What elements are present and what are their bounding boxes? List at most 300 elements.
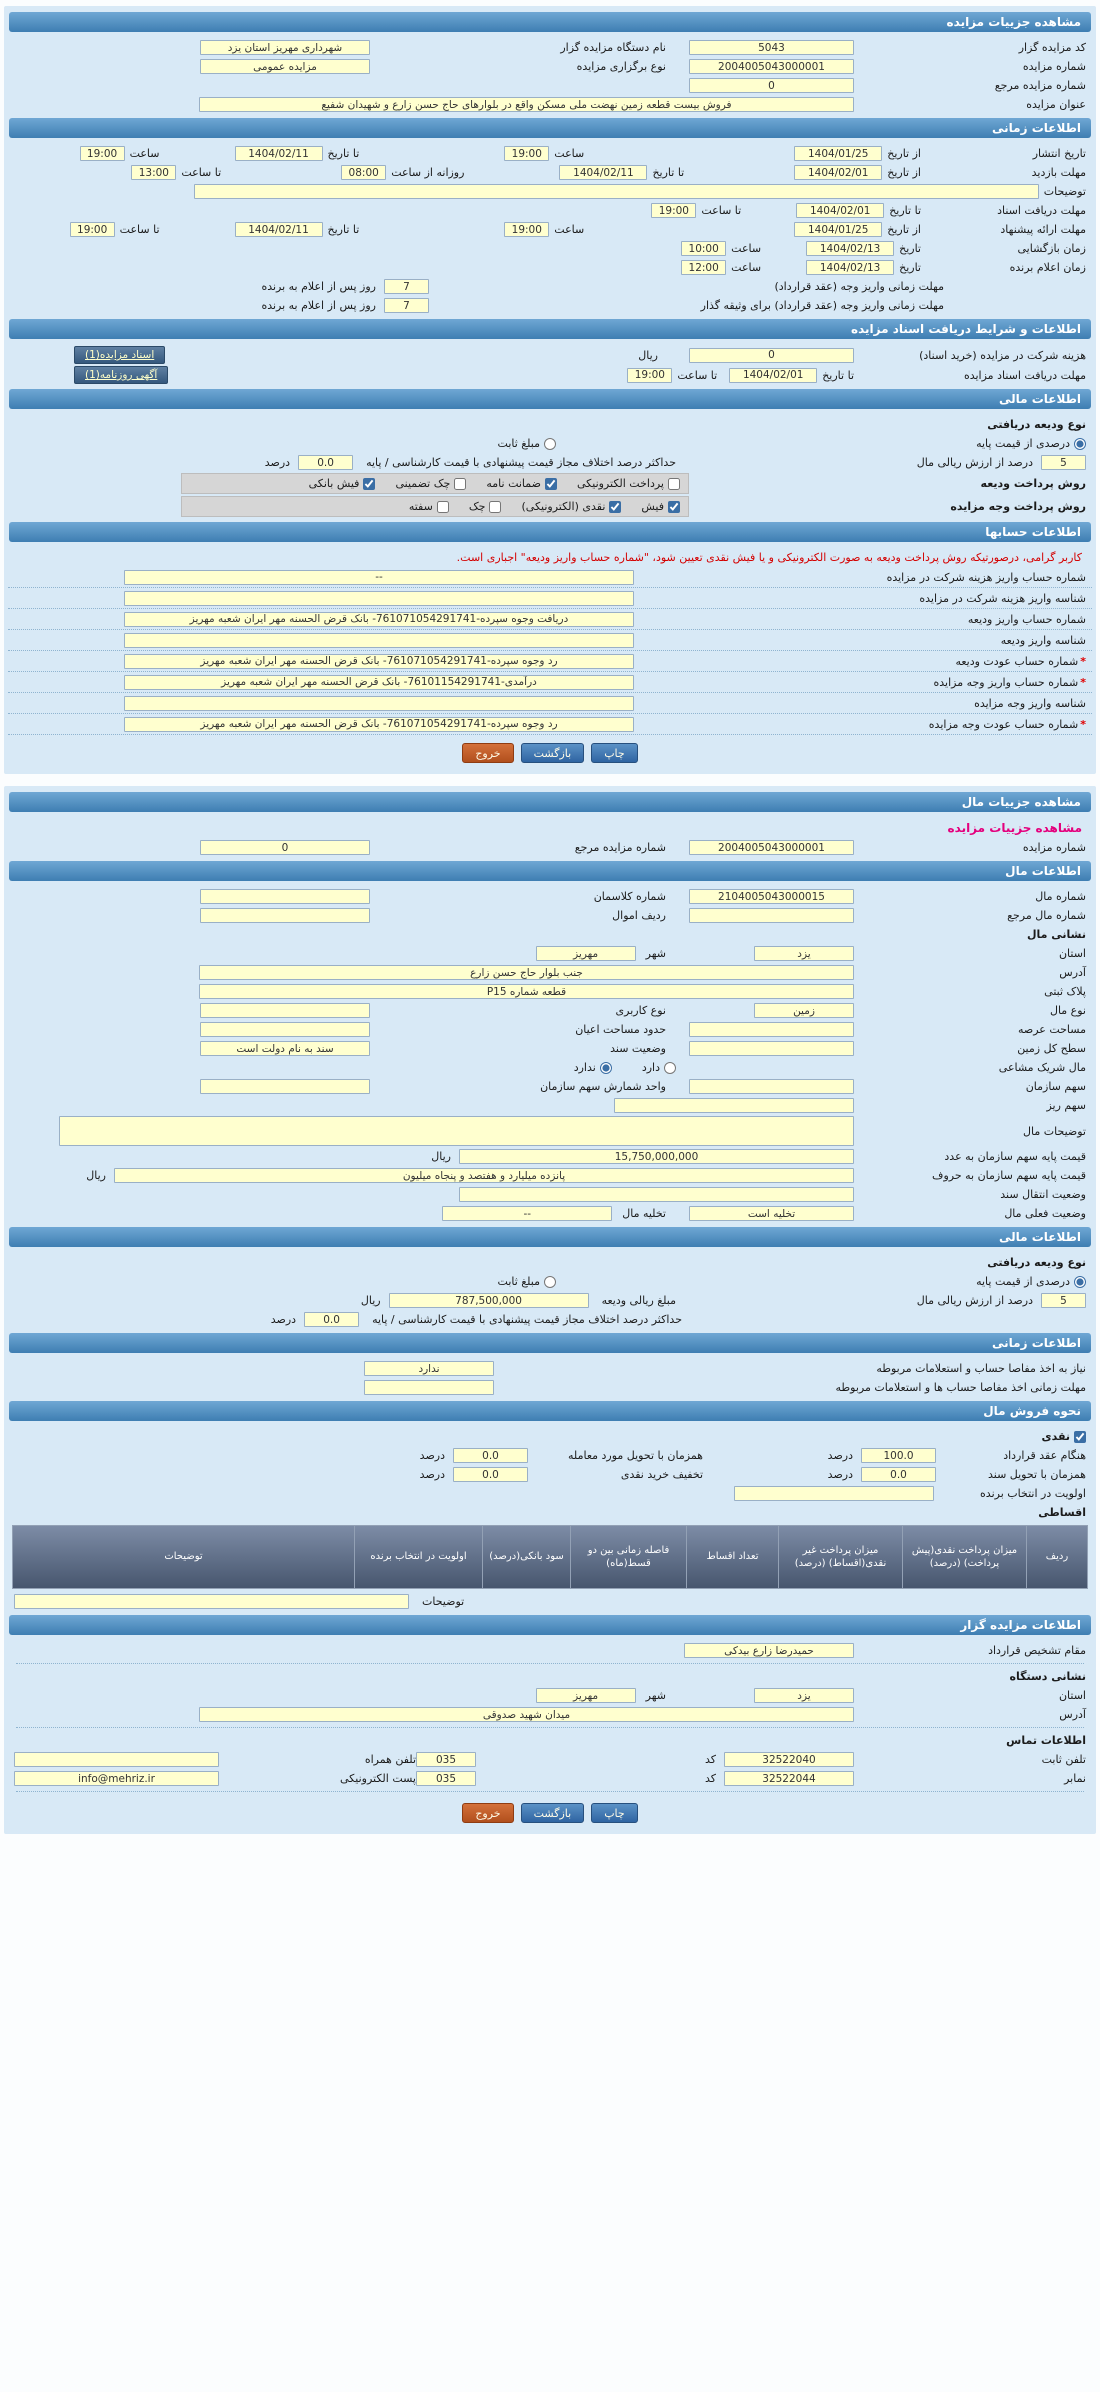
offer-from-hour-label: ساعت: [554, 223, 585, 236]
auction-amount-account-input[interactable]: [124, 675, 634, 690]
org-address-input[interactable]: [199, 1707, 854, 1722]
promissory-note-label: سفته: [408, 500, 433, 513]
visit-deadline-row: [8, 163, 1092, 182]
org-address-label: آدرس: [1059, 1708, 1086, 1721]
auction-subject-label: عنوان مزایده: [1026, 98, 1086, 111]
auction-payment-method-row: [8, 495, 1092, 518]
publish-from-date-input[interactable]: [794, 146, 882, 161]
org-share-label: سهم سازمان: [1025, 1080, 1086, 1093]
phone-row: [8, 1750, 1092, 1769]
back-button[interactable]: بازگشت: [521, 743, 585, 763]
deposit-id-label: شناسه واریز ودیعه: [1000, 633, 1086, 647]
auction-type-input[interactable]: [200, 59, 370, 74]
contract-payment-row: [8, 1446, 1092, 1465]
auction-number-label: شماره مزایده: [1022, 60, 1086, 73]
shared-has-radio[interactable]: [664, 1062, 676, 1074]
docs-deadline-row: [8, 365, 1092, 385]
total-land-row: [8, 1039, 1092, 1058]
slip-checkbox[interactable]: [668, 501, 680, 513]
winner-date-label: تاریخ: [899, 261, 921, 274]
visit-from-label: از تاریخ: [887, 166, 921, 179]
publish-date-label: تاریخ انتشار: [1032, 147, 1086, 160]
cash-sale-checkbox[interactable]: [1074, 1431, 1086, 1443]
authority-input[interactable]: [684, 1643, 854, 1658]
shared-property-row: [8, 1058, 1092, 1077]
shared-hasnot-label: ندارد: [573, 1061, 596, 1074]
publish-to-label: تا تاریخ: [327, 147, 360, 160]
classification-number-label: شماره کلاسمان: [593, 890, 666, 903]
property-address-group-label: نشانی مال: [1026, 928, 1086, 941]
deposit-method-label: روش پرداخت ودیعه: [980, 477, 1086, 490]
clearance-deadline-row: [8, 1378, 1092, 1397]
fax-row: [8, 1769, 1092, 1788]
delivery-payment-label: همزمان با تحویل مورد معامله: [568, 1449, 703, 1462]
payment-deadline-guarantor-suffix-label: روز پس از اعلام به برنده: [261, 299, 376, 312]
base-price-words-input[interactable]: [114, 1168, 854, 1183]
property-max-diff-row: [8, 1310, 1092, 1329]
delivery-payment-percent-label: درصد: [419, 1449, 445, 1462]
winner-date-input[interactable]: [806, 260, 894, 275]
property-desc-input[interactable]: [59, 1116, 854, 1146]
winner-priority-label: اولویت در انتخاب برنده: [980, 1487, 1086, 1500]
property-fixed-amount-label: مبلغ ثابت: [497, 1275, 540, 1288]
fee-id-label: شناسه واریز هزینه شرکت در مزایده: [919, 591, 1086, 605]
participation-fee-currency-label: ریال: [638, 348, 658, 362]
fax-code-input[interactable]: [416, 1771, 476, 1786]
cash-discount-input[interactable]: [453, 1467, 528, 1482]
deed-payment-percent-label: درصد: [827, 1468, 853, 1481]
print-button[interactable]: چاپ: [591, 1803, 638, 1823]
auction-amount-return-account-label: *شماره حساب عودت وجه مزایده: [928, 717, 1086, 731]
property-max-diff-label: حداکثر درصد اختلاف مجاز قیمت پیشنهادی با قیمت کارشناسی / پایه: [372, 1313, 682, 1326]
usage-type-input[interactable]: [200, 1003, 370, 1018]
org-province-row: [8, 1686, 1092, 1705]
fax-input[interactable]: [724, 1771, 854, 1786]
participation-fee-label: هزینه شرکت در مزایده (خرید اسناد): [919, 348, 1086, 362]
back-button[interactable]: بازگشت: [521, 1803, 585, 1823]
property-number-input[interactable]: [689, 889, 854, 904]
offer-to-time-input[interactable]: [70, 222, 115, 237]
clearance-deadline-input[interactable]: [364, 1380, 494, 1395]
auctioneer-code-input[interactable]: [689, 40, 854, 55]
fax-code-label: کد: [704, 1772, 716, 1785]
deposit-account-row: [8, 609, 1092, 630]
accounts-notice: کاربر گرامی، درصورتیکه روش پرداخت ودیعه به صورت الکترونیکی و یا فیش نقدی تعیین شود، "شماره حساب واریز ودیعه" اجباری است.: [456, 551, 1082, 564]
form-actions: [8, 735, 1092, 766]
offer-from-label: از تاریخ: [887, 223, 921, 236]
installments-col-interest: سود بانکی(درصد): [482, 1525, 570, 1589]
phone-input[interactable]: [724, 1752, 854, 1767]
promissory-note-checkbox[interactable]: [437, 501, 449, 513]
winner-time-input[interactable]: [681, 260, 726, 275]
property-type-label: نوع مال: [1049, 1004, 1086, 1017]
guaranteed-cheque-label: چک تضمینی: [395, 477, 451, 490]
max-diff-percent-label: درصد: [264, 456, 291, 469]
bank-slip-label: فیش بانکی: [308, 477, 360, 490]
auction-subject-input[interactable]: [199, 97, 854, 112]
offer-deadline-row: [8, 220, 1092, 239]
property-details-block: [4, 786, 1096, 1834]
required-star: *: [1080, 717, 1086, 731]
doc-receive-date-input[interactable]: [796, 203, 884, 218]
winner-priority-input[interactable]: [734, 1486, 934, 1501]
cash-sale-label: نقدی: [1041, 1430, 1070, 1443]
installments-table: [12, 1525, 1088, 1589]
deposit-type-options-row: [8, 434, 1092, 453]
guarantee-letter-checkbox[interactable]: [545, 478, 557, 490]
guarantee-letter-label: ضمانت نامه: [486, 477, 541, 490]
print-button[interactable]: چاپ: [591, 743, 638, 763]
land-area-input[interactable]: [689, 1022, 854, 1037]
delivery-payment-input[interactable]: [453, 1448, 528, 1463]
base-price-words-label: قیمت پایه سهم سازمان به حروف: [932, 1169, 1086, 1182]
view-auction-details-link[interactable]: مشاهده جزییات مزایده: [947, 821, 1082, 835]
deed-transfer-row: [8, 1185, 1092, 1204]
deposit-type-row: [8, 415, 1092, 434]
auction-details-block: [4, 6, 1096, 774]
offer-deadline-label: مهلت ارائه پیشنهاد: [1000, 223, 1086, 236]
publish-from-hour-label: ساعت: [554, 147, 585, 160]
property-deposit-type-label: نوع ودیعه دریافتی: [987, 1256, 1086, 1269]
installments-col-interval: فاصله زمانی بین دو قسط(ماه): [570, 1525, 686, 1589]
installments-col-row-number: ردیف: [1026, 1525, 1088, 1589]
base-price-words-currency-label: ریال: [86, 1169, 106, 1182]
form-actions-bottom: [8, 1795, 1092, 1826]
property-city-label: شهر: [645, 947, 666, 960]
auction-subject-row: [8, 95, 1092, 114]
usage-type-label: نوع کاربری: [615, 1004, 666, 1017]
opening-date-label: تاریخ: [899, 242, 921, 255]
shared-has-label: دارد: [641, 1061, 660, 1074]
org-address-group-label: نشانی دستگاه: [1009, 1670, 1086, 1683]
guaranteed-cheque-checkbox[interactable]: [454, 478, 466, 490]
auction-payment-method-options: [181, 496, 689, 517]
cheque-checkbox[interactable]: [489, 501, 501, 513]
land-area-label: مساحت عرصه: [1017, 1023, 1086, 1036]
payment-deadline-guarantor-row: [8, 296, 1092, 315]
auctioneer-code-row: [8, 38, 1092, 57]
publish-to-time-input[interactable]: [80, 146, 125, 161]
offer-to-hour-label: تا ساعت: [119, 223, 160, 236]
deposit-amount-input[interactable]: [389, 1293, 589, 1308]
deposit-method-options: [181, 473, 689, 494]
property-auction-ref-label: شماره مزایده مرجع: [574, 841, 666, 854]
base-price-input[interactable]: [459, 1149, 854, 1164]
auction-ref-label: شماره مزایده مرجع: [994, 79, 1086, 92]
property-percent-of-base-label: درصدی از قیمت پایه: [976, 1275, 1070, 1288]
org-province-label: استان: [1058, 1689, 1086, 1702]
org-address-row: [8, 1705, 1092, 1724]
property-max-diff-input[interactable]: [304, 1312, 359, 1327]
bank-slip-checkbox[interactable]: [363, 478, 375, 490]
required-star: *: [1080, 654, 1086, 668]
visit-daily-from-input[interactable]: [341, 165, 386, 180]
contract-payment-label: هنگام عقد قرارداد: [1003, 1449, 1086, 1462]
opening-hour-label: ساعت: [731, 242, 762, 255]
sub-share-input[interactable]: [614, 1098, 854, 1113]
registration-plate-row: [8, 982, 1092, 1001]
property-auction-number-input[interactable]: [689, 840, 854, 855]
deed-status-input[interactable]: [200, 1041, 370, 1056]
sale-desc-input[interactable]: [14, 1594, 409, 1609]
payment-deadline-guarantor-days-input[interactable]: [384, 298, 429, 313]
contract-payment-percent-label: درصد: [827, 1449, 853, 1462]
email-label: پست الکترونیکی: [340, 1772, 416, 1785]
offer-from-date-input[interactable]: [794, 222, 882, 237]
classification-number-input[interactable]: [200, 889, 370, 904]
property-status-row: [8, 1204, 1092, 1223]
property-deposit-percent-input[interactable]: [1041, 1293, 1086, 1308]
cash-discount-label: تخفیف خرید نقدی: [620, 1468, 703, 1481]
payment-deadline-guarantor-label: مهلت زمانی واریز وجه (عقد قرارداد) برای وثیقه گذار: [700, 299, 944, 312]
property-deposit-percent-suffix-label: درصد از ارزش ریالی مال: [916, 1294, 1033, 1307]
property-number-row: [8, 887, 1092, 906]
visit-from-date-input[interactable]: [794, 165, 882, 180]
visit-daily-to-input[interactable]: [131, 165, 176, 180]
phone-code-input[interactable]: [416, 1752, 476, 1767]
property-percent-of-base-radio[interactable]: [1074, 1276, 1086, 1288]
property-address-label: آدرس: [1059, 966, 1086, 979]
auction-payment-method-label: روش پرداخت وجه مزایده: [950, 500, 1086, 513]
timing-desc-label: توضیحات: [1043, 185, 1086, 198]
deposit-percent-suffix-label: درصد از ارزش ریالی مال: [916, 456, 1033, 469]
auction-number-row: [8, 57, 1092, 76]
doc-receive-deadline-row: [8, 201, 1092, 220]
docs-deadline-time-input[interactable]: [627, 368, 672, 383]
deed-status-label: وضعیت سند: [610, 1042, 666, 1055]
deposit-id-input[interactable]: [124, 633, 634, 648]
phone-label: تلفن ثابت: [1041, 1753, 1086, 1766]
deposit-percent-input[interactable]: [1041, 455, 1086, 470]
deposit-type-label: نوع ودیعه دریافتی: [987, 418, 1086, 431]
org-name-label: نام دستگاه مزایده گزار: [560, 41, 666, 54]
publish-from-time-input[interactable]: [504, 146, 549, 161]
property-city-input[interactable]: [536, 946, 636, 961]
clearance-deadline-label: مهلت زمانی اخذ مفاصا حساب ها و استعلامات مربوطه: [835, 1381, 1086, 1394]
property-finance-title-bar: اطلاعات مالی: [9, 1227, 1091, 1247]
auction-documents-button[interactable]: اسناد مزایده(1): [74, 346, 165, 364]
percent-of-base-radio[interactable]: [1074, 438, 1086, 450]
installment-row: [8, 1503, 1092, 1522]
winner-announce-row: [8, 258, 1092, 277]
deposit-account-label: شماره حساب واریز ودیعه: [967, 612, 1086, 626]
deposit-amount-label: مبلغ ریالی ودیعه: [601, 1294, 676, 1307]
publish-to-date-input[interactable]: [235, 146, 323, 161]
auction-type-label: نوع برگزاری مزایده: [576, 60, 666, 73]
auction-ref-row: [8, 76, 1092, 95]
property-ref-input[interactable]: [689, 908, 854, 923]
property-province-label: استان: [1058, 947, 1086, 960]
property-auction-ref-input[interactable]: [200, 840, 370, 855]
deposit-id-row: [8, 630, 1092, 651]
registration-plate-label: پلاک ثبتی: [1044, 985, 1086, 998]
property-fixed-amount-radio[interactable]: [544, 1276, 556, 1288]
auction-amount-id-label: شناسه واریز وجه مزایده: [974, 696, 1086, 710]
evacuation-label: تخلیه مال: [622, 1207, 666, 1220]
visit-to-label: تا تاریخ: [652, 166, 685, 179]
auction-number-input[interactable]: [689, 59, 854, 74]
deed-transfer-input[interactable]: [459, 1187, 854, 1202]
docs-deadline-date-input[interactable]: [729, 368, 817, 383]
installments-col-description: توضیحات: [12, 1525, 354, 1589]
max-diff-label: حداکثر درصد اختلاف مجاز قیمت پیشنهادی با قیمت کارشناسی / پایه: [366, 456, 676, 469]
deed-transfer-label: وضعیت انتقال سند: [1000, 1188, 1086, 1201]
base-price-label: قیمت پایه سهم سازمان به عدد: [944, 1150, 1086, 1163]
deposit-percent-row: [8, 453, 1092, 472]
accounts-title-bar: اطلاعات حسابها: [9, 522, 1091, 542]
fee-id-input[interactable]: [124, 591, 634, 606]
building-area-label: حدود مساحت اعیان: [575, 1023, 666, 1036]
deed-payment-input[interactable]: [861, 1467, 936, 1482]
land-area-row: [8, 1020, 1092, 1039]
property-status-label: وضعیت فعلی مال: [1004, 1207, 1086, 1220]
offer-to-date-input[interactable]: [235, 222, 323, 237]
building-area-input[interactable]: [200, 1022, 370, 1037]
sub-share-row: [8, 1096, 1092, 1115]
sale-method-title-bar: نحوه فروش مال: [9, 1401, 1091, 1421]
email-input[interactable]: [14, 1771, 219, 1786]
share-unit-input[interactable]: [200, 1079, 370, 1094]
installment-label: اقساطی: [1038, 1506, 1086, 1519]
property-deposit-type-options-row: [8, 1272, 1092, 1291]
contact-group-label: اطلاعات تماس: [1006, 1734, 1086, 1747]
timing-desc-input[interactable]: [194, 184, 1039, 199]
property-auction-number-label: شماره مزایده: [1022, 841, 1086, 854]
base-price-currency-label: ریال: [431, 1150, 451, 1163]
evacuation-input[interactable]: [442, 1206, 612, 1221]
divider: [16, 1727, 1084, 1728]
property-timing-title-bar: اطلاعات زمانی: [9, 1333, 1091, 1353]
deposit-account-input[interactable]: [124, 612, 634, 627]
cash-sale-row: [8, 1427, 1092, 1446]
deposit-method-row: [8, 472, 1092, 495]
mobile-input[interactable]: [14, 1752, 219, 1767]
electronic-payment-checkbox[interactable]: [668, 478, 680, 490]
clearance-need-input[interactable]: [364, 1361, 494, 1376]
electronic-payment-label: پرداخت الکترونیکی: [577, 477, 664, 490]
newspaper-ad-button[interactable]: آگهی روزنامه(1): [74, 366, 168, 384]
auctioneer-title-bar: اطلاعات مزایده گزار: [9, 1615, 1091, 1635]
registration-plate-input[interactable]: [199, 984, 854, 999]
property-type-row: [8, 1001, 1092, 1020]
property-type-input[interactable]: [754, 1003, 854, 1018]
org-share-input[interactable]: [689, 1079, 854, 1094]
exit-button[interactable]: خروج: [462, 743, 513, 763]
winner-announce-label: زمان اعلام برنده: [1009, 261, 1086, 274]
property-ref-label: شماره مال مرجع: [1007, 909, 1086, 922]
winner-priority-row: [8, 1484, 1092, 1503]
auction-ref-input[interactable]: [689, 78, 854, 93]
contract-payment-input[interactable]: [861, 1448, 936, 1463]
clearance-need-label: نیاز به اخذ مفاصا حساب و استعلامات مربوطه: [876, 1362, 1086, 1375]
installments-col-count: تعداد اقساط: [686, 1525, 778, 1589]
total-land-input[interactable]: [689, 1041, 854, 1056]
max-diff-input[interactable]: [298, 455, 353, 470]
property-deposit-type-row: [8, 1253, 1092, 1272]
fee-account-input[interactable]: [124, 570, 634, 585]
payment-deadline-row: [8, 277, 1092, 296]
org-name-input[interactable]: [200, 40, 370, 55]
payment-deadline-days-input[interactable]: [384, 279, 429, 294]
org-city-input[interactable]: [536, 1688, 636, 1703]
property-status-input[interactable]: [689, 1206, 854, 1221]
auction-amount-id-input[interactable]: [124, 696, 634, 711]
property-address-input[interactable]: [199, 965, 854, 980]
opening-date-input[interactable]: [806, 241, 894, 256]
installments-col-noncash-percent: میزان پرداخت غیر نقدی(اقساط) (درصد): [778, 1525, 902, 1589]
base-price-words-row: [8, 1166, 1092, 1185]
auction-amount-return-account-input[interactable]: [124, 717, 634, 732]
fixed-amount-label: مبلغ ثابت: [497, 437, 540, 450]
payment-deadline-suffix-label: روز پس از اعلام به برنده: [261, 280, 376, 293]
total-land-label: سطح کل زمین: [1017, 1042, 1086, 1055]
doc-receive-to-hour-label: تا ساعت: [701, 204, 742, 217]
doc-receive-to-date-label: تا تاریخ: [889, 204, 921, 217]
property-details-title-bar: مشاهده جزییات مال: [9, 792, 1091, 812]
auction-amount-return-account-row: [8, 714, 1092, 735]
docs-deadline-label: مهلت دریافت اسناد مزایده: [963, 368, 1086, 382]
exit-button[interactable]: خروج: [462, 1803, 513, 1823]
auctioneer-code-label: کد مزایده گزار: [1018, 41, 1086, 54]
sale-desc-row: [8, 1592, 1092, 1611]
installments-col-priority: اولویت در انتخاب برنده: [354, 1525, 482, 1589]
asset-row-input[interactable]: [200, 908, 370, 923]
publish-date-row: [8, 144, 1092, 163]
doc-receive-time-input[interactable]: [651, 203, 696, 218]
deposit-return-account-input[interactable]: [124, 654, 634, 669]
sub-share-label: سهم ریز: [1046, 1099, 1086, 1112]
shared-hasnot-radio[interactable]: [600, 1062, 612, 1074]
base-price-row: [8, 1147, 1092, 1166]
auction-details-title-bar: مشاهده جزییات مزایده: [9, 12, 1091, 32]
offer-from-time-input[interactable]: [504, 222, 549, 237]
doc-receive-deadline-label: مهلت دریافت اسناد: [997, 204, 1086, 217]
property-number-label: شماره مال: [1035, 890, 1086, 903]
visit-to-date-input[interactable]: [559, 165, 647, 180]
fee-id-row: [8, 588, 1092, 609]
sale-desc-label: توضیحات: [422, 1595, 465, 1608]
org-city-label: شهر: [645, 1689, 666, 1702]
deed-payment-label: همزمان با تحویل سند: [987, 1468, 1086, 1481]
fixed-amount-radio[interactable]: [544, 438, 556, 450]
divider: [16, 1663, 1084, 1664]
visit-daily-to-label: تا ساعت: [181, 166, 222, 179]
opening-time-input[interactable]: [681, 241, 726, 256]
org-province-input[interactable]: [754, 1688, 854, 1703]
shared-property-label: مال شریک مشاعی: [998, 1061, 1086, 1074]
fee-account-label: شماره حساب واریز هزینه شرکت در مزایده: [886, 570, 1086, 584]
participation-fee-input[interactable]: [689, 348, 854, 363]
participation-fee-row: [8, 345, 1092, 365]
finance-title-bar: اطلاعات مالی: [9, 389, 1091, 409]
docs-deadline-to-date-label: تا تاریخ: [822, 368, 854, 382]
property-info-title-bar: اطلاعات مال: [9, 861, 1091, 881]
clearance-need-row: [8, 1359, 1092, 1378]
cheque-label: چک: [468, 500, 486, 513]
property-address-group-row: [8, 925, 1092, 944]
divider: [16, 1791, 1084, 1792]
property-desc-row: [8, 1115, 1092, 1147]
property-auction-number-row: [8, 838, 1092, 857]
auction-amount-account-row: [8, 672, 1092, 693]
publish-to-hour-label: ساعت: [129, 147, 160, 160]
auction-amount-id-row: [8, 693, 1092, 714]
property-province-input[interactable]: [754, 946, 854, 961]
cash-electronic-checkbox[interactable]: [609, 501, 621, 513]
timing-desc-row: [8, 182, 1092, 201]
deposit-return-account-row: [8, 651, 1092, 672]
mobile-label: تلفن همراه: [364, 1753, 416, 1766]
